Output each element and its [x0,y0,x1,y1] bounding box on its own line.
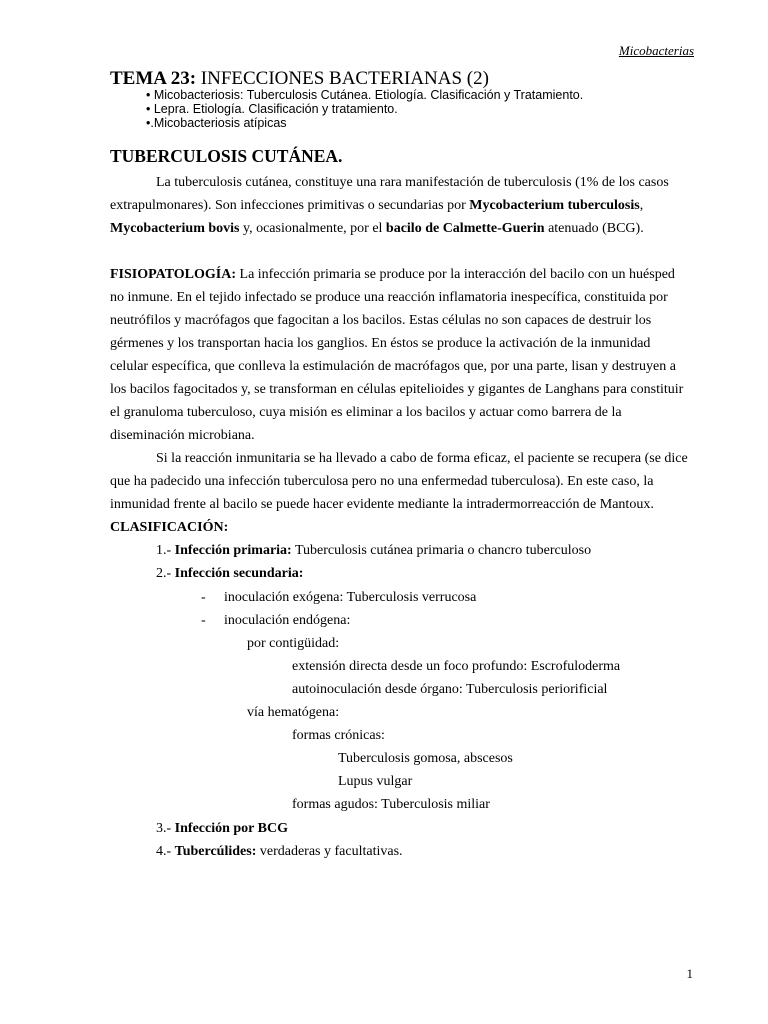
fisio-label: FISIOPATOLOGÍA: [110,267,237,282]
page-number: 1 [686,966,693,981]
clasificacion-heading: CLASIFICACIÓN: [110,520,229,535]
class-item-3: 3.- Infección por BCG [156,821,288,836]
title-number: TEMA 23: [110,68,197,89]
topic-item: •.Micobacteriosis atípicas [146,116,287,130]
fisio-line-2: no inmune. En el tejido infectado se produce una reacción inflamatoria inespecífica, constituida por [110,290,668,305]
fisio-line-11: inmunidad frente al bacilo se puede hacer evidente mediante la intradermorreacción de Mantoux. [110,497,654,512]
running-header: Micobacterias [618,43,694,58]
fisio-line-3: neutrófilos y macrófagos que fagocitan a los bacilos. Estas células no son capaces de destruir los [110,313,652,328]
fisio-line-4: gérmenes y los transportan hacia los ganglios. En éstos se produce la activación de la inmunidad [110,336,651,351]
class-extension: extensión directa desde un foco profundo: Escrofuloderma [292,659,621,674]
class-autoinoculacion: autoinoculación desde órgano: Tuberculosis periorificial [292,682,608,697]
topic-list [146,88,583,130]
class-contiguidad: por contigüidad: [247,636,340,651]
fisio-line-9: Si la reacción inmunitaria se ha llevado a cabo de forma eficaz, el paciente se recupera (se dice [156,451,688,466]
page-title [110,68,489,90]
class-agudos: formas agudos: Tuberculosis miliar [292,797,490,812]
dash-bullet: - [201,613,206,628]
fisio-line-10: que ha padecido una infección tuberculosa pero no una enfermedad tuberculosa). En este caso, la [110,474,654,489]
class-hematogena: vía hematógena: [247,705,340,720]
section-heading: TUBERCULOSIS CUTÁNEA. [110,146,343,166]
class-gomosa: Tuberculosis gomosa, abscesos [338,751,513,766]
fisio-line-7: el granuloma tuberculoso, cuya misión es eliminar a los bacilos y actuar como barrera de la [110,405,622,420]
fisio-line-6: los bacilos fagocitados y, se transforman en células epitelioides y gigantes de Langhans para constituir [110,382,684,397]
topic-item: • Micobacteriosis: Tuberculosis Cutánea. Etiología. Clasificación y Tratamiento. [146,88,584,102]
title-text: INFECCIONES BACTERIANAS (2) [196,68,489,89]
class-lupus: Lupus vulgar [338,774,413,789]
class-item-1: 1.- Infección primaria: Tuberculosis cutánea primaria o chancro tuberculoso [156,543,592,558]
topic-item: • Lepra. Etiología. Clasificación y tratamiento. [146,102,398,116]
class-item-4: 4.- Tubercúlides: verdaderas y facultativas. [156,844,403,859]
fisio-line-1: FISIOPATOLOGÍA: La infección primaria se produce por la interacción del bacilo con un huésped [110,267,675,282]
organism-name: Mycobacterium tuberculosis [469,198,640,213]
fisio-line-5: celular específica, que conlleva la estimulación de macrófagos que, por una parte, lisan y destruyen a [110,359,676,374]
fisio-line-8: diseminación microbiana. [110,428,255,443]
intro-line-2: extrapulmonares). Son infecciones primitivas o secundarias por Mycobacterium tuberculosis, [110,198,644,213]
class-item-2: 2.- Infección secundaria: [156,566,304,581]
intro-line-3: Mycobacterium bovis y, ocasionalmente, por el bacilo de Calmette-Guerin atenuado (BCG). [110,221,644,236]
dash-bullet: - [201,590,206,605]
class-endogena: inoculación endógena: [224,613,351,628]
organism-name: bacilo de Calmette-Guerin [385,221,545,236]
intro-line-1: La tuberculosis cutánea, constituye una rara manifestación de tuberculosis (1% de los casos [156,175,669,190]
class-cronicas: formas crónicas: [292,728,385,743]
class-exogena: inoculación exógena: Tuberculosis verrucosa [224,590,477,605]
organism-name: Mycobacterium bovis [110,221,240,236]
